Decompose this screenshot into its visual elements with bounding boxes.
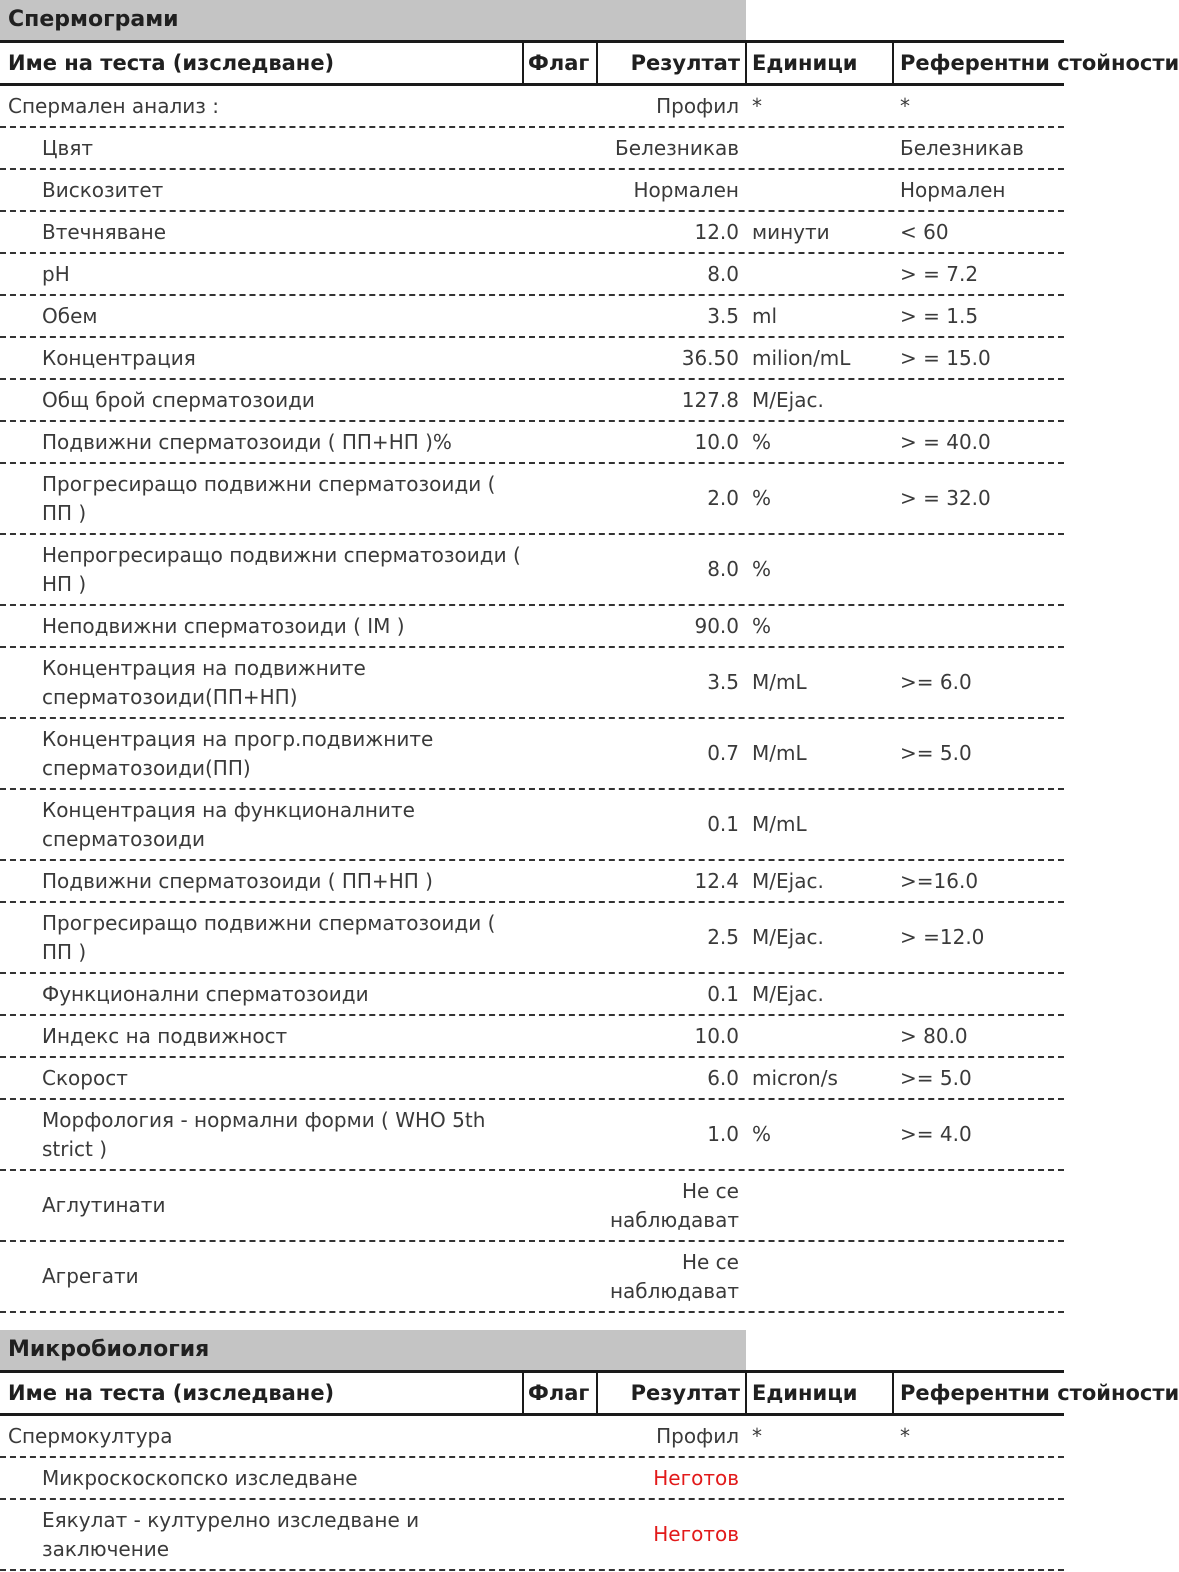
test-name: Спермален анализ : (8, 93, 220, 118)
test-reference: Белезникав (900, 135, 1024, 160)
table-row (0, 1500, 1064, 1571)
section-title: Спермограми (0, 0, 746, 40)
test-units: M/Ejac. (752, 981, 824, 1006)
test-reference: Нормален (900, 177, 1006, 202)
col-header-flag: Флаг (528, 1381, 590, 1405)
test-units: % (752, 1122, 772, 1146)
table-row (0, 1171, 1064, 1242)
test-name: Общ брой сперматозоиди (42, 387, 315, 412)
test-result: Белезникав (615, 135, 739, 160)
test-units: * (752, 1423, 762, 1448)
test-reference (900, 1500, 1064, 1569)
test-name: Микроскоскопско изследване (42, 1465, 358, 1490)
column-divider (522, 43, 524, 83)
table-row (0, 464, 1064, 535)
test-units (752, 1016, 892, 1056)
table-row (0, 1058, 1064, 1100)
test-result: 127.8 (681, 387, 739, 412)
table-row (0, 648, 1064, 719)
test-name: Прогресиращо подвижни сперматозоиди ( ПП ) (42, 471, 496, 525)
test-units (752, 1500, 892, 1569)
test-result: 3.5 (707, 303, 739, 328)
table-row (0, 170, 1064, 212)
test-reference (900, 790, 1064, 859)
col-header-flag: Флаг (528, 51, 590, 75)
test-name: Обем (42, 303, 98, 328)
test-result: 8.0 (707, 557, 739, 581)
test-reference (900, 380, 1064, 420)
table-header (0, 1370, 1179, 1416)
table-row (0, 1100, 1064, 1171)
test-result: 6.0 (707, 1065, 739, 1090)
test-name: Подвижни сперматозоиди ( ПП+НП ) (42, 868, 433, 893)
test-reference: * (900, 1423, 910, 1448)
col-header-units: Единици (752, 51, 858, 75)
test-reference (900, 974, 1064, 1014)
test-result: 8.0 (707, 261, 739, 286)
column-divider (892, 1373, 894, 1413)
table-row (0, 1416, 1064, 1458)
test-result: Профил (656, 1423, 739, 1448)
col-header-result: Резултат (630, 1381, 740, 1405)
test-units: M/mL (752, 812, 807, 836)
table-row (0, 974, 1064, 1016)
table-header (0, 40, 1179, 86)
table-row (0, 86, 1064, 128)
test-name: Концентрация на подвижните сперматозоиди(ПП+НП) (42, 655, 366, 709)
test-reference: * (900, 93, 910, 118)
test-units: milion/mL (752, 345, 851, 370)
section-title: Микробиология (0, 1330, 746, 1370)
test-name: Морфология - нормални форми ( WHO 5th strict ) (42, 1107, 486, 1161)
test-units: % (752, 486, 772, 510)
test-name: Цвят (42, 135, 93, 160)
test-units (752, 1171, 892, 1240)
test-units: * (752, 93, 762, 118)
test-units: micron/s (752, 1065, 838, 1090)
test-name: Спермокултура (8, 1423, 173, 1448)
col-header-name: Име на теста (изследване) (8, 1381, 335, 1405)
test-name: pH (42, 261, 70, 286)
test-result: 3.5 (707, 670, 739, 694)
table-row (0, 606, 1064, 648)
test-name: Втечняване (42, 219, 167, 244)
test-name: Прогресиращо подвижни сперматозоиди ( ПП ) (42, 910, 496, 964)
test-units: M/mL (752, 670, 807, 694)
test-units: M/mL (752, 741, 807, 765)
test-result: 2.0 (707, 486, 739, 510)
col-header-result: Резултат (630, 51, 740, 75)
test-name: Агрегати (42, 1264, 139, 1288)
test-units (752, 1242, 892, 1311)
test-units: % (752, 613, 772, 638)
test-name: Неподвижни сперматозоиди ( IM ) (42, 613, 405, 638)
test-units (752, 254, 892, 294)
table-row (0, 212, 1064, 254)
test-reference: > = 40.0 (900, 429, 991, 454)
test-name: Еякулат - културелно изследване и заключение (42, 1507, 420, 1561)
col-header-name: Име на теста (изследване) (8, 51, 335, 75)
test-result: 0.1 (707, 812, 739, 836)
table-row (0, 719, 1064, 790)
test-reference: >= 5.0 (900, 1065, 972, 1090)
test-reference: > = 7.2 (900, 261, 979, 286)
test-result: 12.0 (694, 219, 739, 244)
test-name: Концентрация на прогр.подвижните сперматозоиди(ПП) (42, 726, 434, 780)
test-reference (900, 1458, 1064, 1498)
test-name: Скорост (42, 1065, 128, 1090)
test-units: ml (752, 303, 778, 328)
table-row (0, 338, 1064, 380)
test-units (752, 1458, 892, 1498)
test-reference: < 60 (900, 219, 949, 244)
test-reference: > 80.0 (900, 1023, 968, 1048)
test-units: минути (752, 219, 830, 244)
test-reference: > = 32.0 (900, 486, 991, 510)
test-result: Неготов (653, 1465, 739, 1490)
table-row (0, 1016, 1064, 1058)
column-divider (745, 43, 747, 83)
test-reference (900, 1171, 1064, 1240)
test-reference (900, 606, 1064, 646)
test-reference: >= 4.0 (900, 1122, 972, 1146)
test-result: Неготов (653, 1522, 739, 1546)
test-result: 0.1 (707, 981, 739, 1006)
test-name: Подвижни сперматозоиди ( ПП+НП )% (42, 429, 452, 454)
test-result: 36.50 (681, 345, 739, 370)
test-result: 1.0 (707, 1122, 739, 1146)
column-divider (596, 1373, 598, 1413)
test-result: 12.4 (694, 868, 739, 893)
test-result: 2.5 (707, 925, 739, 949)
col-header-units: Единици (752, 1381, 858, 1405)
test-name: Вискозитет (42, 177, 164, 202)
test-reference (900, 535, 1064, 604)
col-header-reference: Референтни стойности (900, 1381, 1179, 1405)
column-divider (892, 43, 894, 83)
table-row (0, 296, 1064, 338)
test-name: Индекс на подвижност (42, 1023, 288, 1048)
test-result: Нормален (633, 177, 739, 202)
column-divider (745, 1373, 747, 1413)
test-reference: > =12.0 (900, 925, 985, 949)
test-units: % (752, 429, 772, 454)
test-result: 90.0 (694, 613, 739, 638)
column-divider (522, 1373, 524, 1413)
table-row (0, 535, 1064, 606)
test-name: Функционални сперматозоиди (42, 981, 369, 1006)
test-units (752, 170, 892, 210)
table-row (0, 790, 1064, 861)
test-result: Не се наблюдават (609, 1178, 739, 1232)
test-name: Концентрация на функционалните сперматозоиди (42, 797, 415, 851)
test-reference: >=16.0 (900, 868, 979, 893)
table-row (0, 128, 1064, 170)
col-header-reference: Референтни стойности (900, 51, 1179, 75)
table-row (0, 1242, 1064, 1313)
test-name: Непрогресиращо подвижни сперматозоиди ( НП ) (42, 542, 521, 596)
test-units: M/Ejac. (752, 387, 824, 412)
table-row (0, 861, 1064, 903)
table-row (0, 903, 1064, 974)
test-units: M/Ejac. (752, 925, 824, 949)
test-units (752, 128, 892, 168)
test-reference: > = 15.0 (900, 345, 991, 370)
test-result: 10.0 (694, 1023, 739, 1048)
test-units: % (752, 557, 772, 581)
table-row (0, 254, 1064, 296)
test-result: Не се наблюдават (609, 1249, 739, 1303)
table-row (0, 422, 1064, 464)
test-result: 0.7 (707, 741, 739, 765)
column-divider (596, 43, 598, 83)
test-result: 10.0 (694, 429, 739, 454)
test-name: Аглутинати (42, 1193, 166, 1217)
test-reference (900, 1242, 1064, 1311)
test-units: M/Ejac. (752, 868, 824, 893)
test-reference: >= 5.0 (900, 741, 972, 765)
table-row (0, 380, 1064, 422)
test-result: Профил (656, 93, 739, 118)
table-row (0, 1458, 1064, 1500)
test-reference: > = 1.5 (900, 303, 979, 328)
test-reference: >= 6.0 (900, 670, 972, 694)
test-name: Концентрация (42, 345, 196, 370)
